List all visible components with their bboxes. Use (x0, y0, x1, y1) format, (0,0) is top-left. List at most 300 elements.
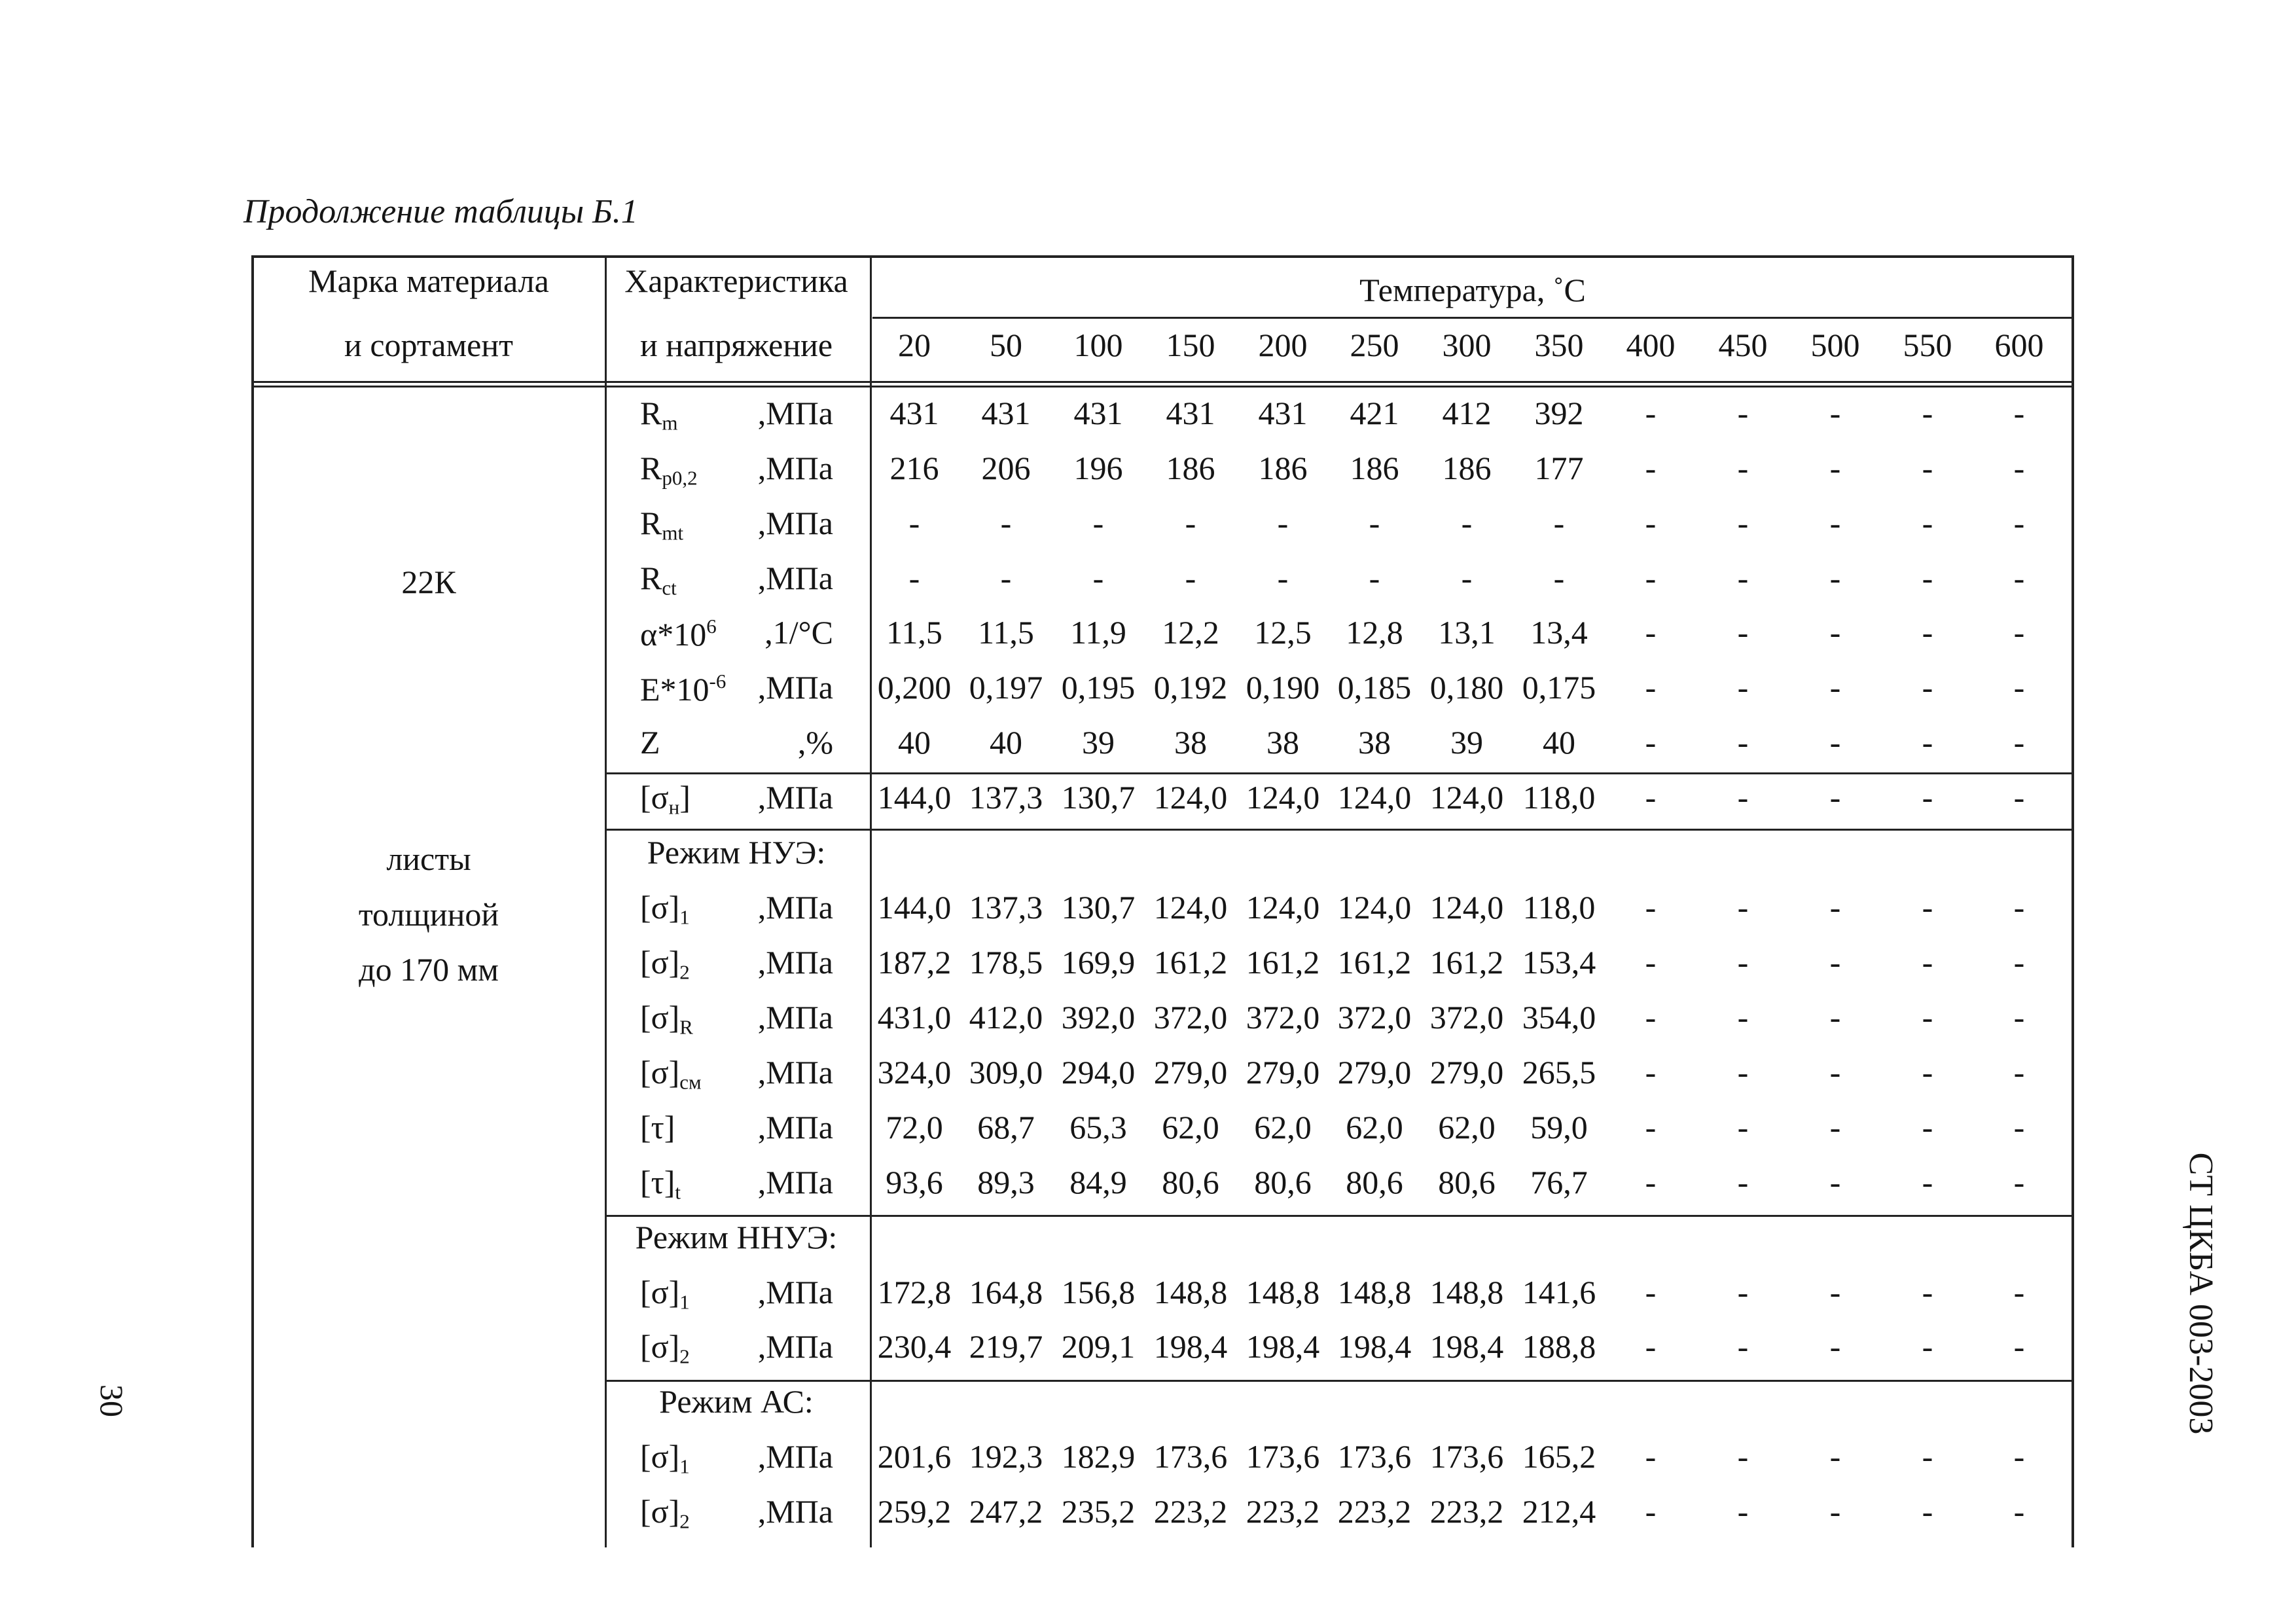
table-cell: - (1645, 999, 1657, 1036)
table-cell: 372,0 (1337, 999, 1412, 1036)
table-cell: 196 (1073, 450, 1123, 486)
temperature-header-cell: 550 (1903, 327, 1952, 363)
document-identifier: СТ ЦКБА 003-2003 (2182, 1152, 2219, 1435)
table-cell: 124,0 (1429, 779, 1504, 816)
row-symbol-subscript: R (679, 1015, 693, 1039)
table-cell: - (1645, 669, 1657, 706)
table-cell: 76,7 (1530, 1164, 1588, 1200)
table-cell: - (1737, 1328, 1749, 1365)
table-cell: - (1645, 614, 1657, 651)
table-cell: - (1829, 1164, 1841, 1200)
table-cell: - (1829, 560, 1841, 596)
row-unit: ,МПа (757, 505, 833, 541)
table-cell: 177 (1534, 450, 1584, 486)
table-cell: - (1737, 779, 1749, 816)
table-cell: - (1737, 669, 1749, 706)
row-divider-nue-top (605, 829, 2073, 831)
header-temperature-title: Температура, ˚С (1359, 272, 1586, 308)
table-cell: 165,2 (1522, 1438, 1596, 1475)
table-cell: - (2013, 999, 2025, 1036)
table-cell: 148,8 (1337, 1274, 1412, 1310)
table-cell: - (1829, 1493, 1841, 1530)
table-cell: 173,6 (1429, 1438, 1504, 1475)
table-cell: 431 (889, 395, 939, 431)
table-cell: 372,0 (1153, 999, 1228, 1036)
temperature-header-cell: 200 (1258, 327, 1308, 363)
table-cell: 62,0 (1162, 1109, 1219, 1146)
header-material-line1: Марка материала (308, 262, 549, 299)
table-cell: 223,2 (1429, 1493, 1504, 1530)
material-form-line2: толщиной (358, 896, 499, 933)
table-cell: 153,4 (1522, 944, 1596, 981)
row-unit: ,МПа (757, 779, 833, 816)
table-cell: - (2013, 1164, 2025, 1200)
table-cell: 38 (1266, 724, 1299, 761)
row-symbol (640, 1330, 690, 1367)
table-cell: - (1829, 450, 1841, 486)
table-cell: - (1645, 450, 1657, 486)
table-cell: - (1645, 889, 1657, 926)
table-cell: 209,1 (1061, 1328, 1136, 1365)
table-cell: 431 (1258, 395, 1308, 431)
temperature-header-cell: 450 (1718, 327, 1768, 363)
table-cell: 324,0 (877, 1054, 952, 1091)
table-cell: 186 (1166, 450, 1215, 486)
table-cell: 118,0 (1522, 889, 1596, 926)
table-cell: 309,0 (969, 1054, 1043, 1091)
table-cell: 412 (1442, 395, 1492, 431)
table-cell: 124,0 (1246, 889, 1320, 926)
table-cell: - (2013, 1109, 2025, 1146)
table-cell: 0,180 (1429, 669, 1504, 706)
table-cell: 38 (1174, 724, 1207, 761)
row-unit: ,МПа (757, 1054, 833, 1091)
row-symbol (640, 616, 717, 651)
material-form-line3: до 170 мм (359, 951, 499, 988)
table-cell: - (2013, 669, 2025, 706)
material-form-line1: листы (386, 840, 471, 877)
table-cell: - (1922, 505, 1933, 541)
table-right-border (2072, 255, 2074, 1547)
table-cell: - (1829, 779, 1841, 816)
table-left-border (251, 255, 254, 1547)
table-cell: 130,7 (1061, 779, 1136, 816)
temperature-header-cell: 150 (1166, 327, 1215, 363)
table-cell: 161,2 (1337, 944, 1412, 981)
table-cell: 198,4 (1246, 1328, 1320, 1365)
table-cell: 148,8 (1246, 1274, 1320, 1310)
table-cell: 38 (1358, 724, 1391, 761)
table-cell: - (1922, 1493, 1933, 1530)
table-cell: 80,6 (1438, 1164, 1496, 1200)
table-cell: - (1922, 614, 1933, 651)
table-cell: 156,8 (1061, 1274, 1136, 1310)
row-symbol (640, 452, 698, 488)
table-cell: 124,0 (1246, 779, 1320, 816)
table-cell: 279,0 (1246, 1054, 1320, 1091)
row-symbol (640, 946, 690, 983)
table-cell: - (1829, 1274, 1841, 1310)
table-cell: 186 (1350, 450, 1399, 486)
table-cell: - (2013, 1054, 2025, 1091)
table-cell: - (2013, 1328, 2025, 1365)
table-cell: - (1645, 1164, 1657, 1200)
table-cell: - (2013, 560, 2025, 596)
row-symbol-subscript: mt (662, 521, 684, 545)
table-cell: - (1645, 1054, 1657, 1091)
row-symbol-subscript: 2 (679, 1509, 690, 1533)
table-cell: 192,3 (969, 1438, 1043, 1475)
table-cell: 0,195 (1061, 669, 1136, 706)
table-cell: - (1922, 1164, 1933, 1200)
table-cell: - (1922, 669, 1933, 706)
table-cell: 173,6 (1246, 1438, 1320, 1475)
table-cell: - (1922, 889, 1933, 926)
table-cell: - (2013, 779, 2025, 816)
table-cell: - (1829, 724, 1841, 761)
row-divider-sigma-n-top (605, 772, 2073, 774)
row-symbol-base: [σ] (640, 999, 680, 1036)
table-cell: - (1829, 1054, 1841, 1091)
table-cell: 431 (1166, 395, 1215, 431)
table-cell: 124,0 (1429, 889, 1504, 926)
table-cell: - (1737, 1054, 1749, 1091)
table-cell: 84,9 (1069, 1164, 1127, 1200)
table-cell: 0,197 (969, 669, 1043, 706)
row-symbol (640, 1111, 675, 1144)
table-cell: - (2013, 614, 2025, 651)
table-cell: - (2013, 505, 2025, 541)
table-cell: 0,190 (1246, 669, 1320, 706)
table-cell: - (1829, 1438, 1841, 1475)
row-symbol (640, 562, 677, 598)
table-cell: 164,8 (969, 1274, 1043, 1310)
table-cell: 186 (1258, 450, 1308, 486)
mode-heading: Режим НУЭ: (647, 834, 826, 871)
row-symbol (640, 781, 691, 818)
row-symbol-base: E*10 (640, 671, 709, 708)
table-cell: - (1645, 944, 1657, 981)
table-cell: - (1645, 1109, 1657, 1146)
table-cell: 62,0 (1438, 1109, 1496, 1146)
temperature-header-cell: 600 (1994, 327, 2044, 363)
table-cell: 0,192 (1153, 669, 1228, 706)
row-symbol-subscript: m (662, 411, 678, 435)
table-cell: - (1829, 889, 1841, 926)
table-cell: 259,2 (877, 1493, 952, 1530)
temperature-header-cell: 20 (898, 327, 931, 363)
table-cell: 93,6 (886, 1164, 943, 1200)
table-cell: - (1737, 560, 1749, 596)
table-cell: 148,8 (1153, 1274, 1228, 1310)
row-symbol-subscript: н (668, 795, 680, 819)
table-cell: 182,9 (1061, 1438, 1136, 1475)
table-cell: 372,0 (1246, 999, 1320, 1036)
row-symbol-superscript: 6 (706, 615, 717, 638)
table-cell: 65,3 (1069, 1109, 1127, 1146)
table-cell: 421 (1350, 395, 1399, 431)
table-cell: 223,2 (1337, 1493, 1412, 1530)
row-symbol-base: α*10 (640, 616, 707, 653)
row-symbol-base: [σ] (640, 1493, 680, 1530)
table-cell: - (1737, 1109, 1749, 1146)
row-symbol-base: [σ] (640, 1054, 680, 1091)
table-cell: 265,5 (1522, 1054, 1596, 1091)
table-cell: 235,2 (1061, 1493, 1136, 1530)
table-cell: 40 (1543, 724, 1575, 761)
table-cell: - (1461, 505, 1473, 541)
row-symbol (640, 397, 677, 433)
row-symbol-base: [σ (640, 779, 669, 816)
table-cell: 12,2 (1162, 614, 1219, 651)
row-symbol (640, 726, 660, 759)
row-unit: ,МПа (757, 560, 833, 596)
row-symbol (640, 891, 690, 928)
table-cell: - (1737, 505, 1749, 541)
table-cell: - (1737, 944, 1749, 981)
row-symbol (640, 1001, 693, 1038)
row-symbol-base: Z (640, 724, 660, 761)
table-cell: - (1922, 779, 1933, 816)
table-cell: 11,5 (978, 614, 1034, 651)
table-cell: - (1829, 944, 1841, 981)
table-cell: 372,0 (1429, 999, 1504, 1036)
row-symbol-base: [σ] (640, 889, 680, 926)
header-characteristic-line1: Характеристика (624, 262, 848, 299)
table-cell: 144,0 (877, 889, 952, 926)
table-cell: - (2013, 944, 2025, 981)
table-caption: Продолжение таблицы Б.1 (243, 193, 638, 230)
row-symbol-base: R (640, 560, 662, 596)
table-cell: - (1737, 1164, 1749, 1200)
temperature-header-cell: 350 (1534, 327, 1584, 363)
table-cell: - (1645, 560, 1657, 596)
table-cell: - (1553, 505, 1565, 541)
table-cell: - (1277, 560, 1289, 596)
table-cell: 279,0 (1153, 1054, 1228, 1091)
table-cell: 124,0 (1153, 779, 1228, 816)
table-cell: - (1737, 1438, 1749, 1475)
row-symbol-base: R (640, 505, 662, 541)
row-unit: ,МПа (757, 669, 833, 706)
temperature-header-divider (872, 317, 2073, 319)
temperature-header-cell: 300 (1442, 327, 1492, 363)
table-cell: 12,8 (1346, 614, 1403, 651)
table-cell: 80,6 (1162, 1164, 1219, 1200)
table-cell: 0,175 (1522, 669, 1596, 706)
row-symbol (640, 1056, 702, 1092)
table-cell: - (1000, 505, 1012, 541)
table-cell: 178,5 (969, 944, 1043, 981)
table-cell: - (1922, 560, 1933, 596)
table-cell: 161,2 (1429, 944, 1504, 981)
table-cell: - (1737, 614, 1749, 651)
row-symbol (640, 507, 683, 543)
table-cell: - (1829, 505, 1841, 541)
row-unit: ,МПа (757, 1438, 833, 1475)
table-cell: - (1369, 560, 1380, 596)
row-unit: ,% (797, 724, 833, 761)
table-cell: 118,0 (1522, 779, 1596, 816)
row-unit: ,МПа (757, 999, 833, 1036)
table-cell: 11,9 (1070, 614, 1126, 651)
table-cell: - (908, 505, 920, 541)
temperature-header-cell: 250 (1350, 327, 1399, 363)
table-cell: - (1737, 999, 1749, 1036)
table-cell: - (1737, 450, 1749, 486)
table-cell: - (1645, 1328, 1657, 1365)
table-cell: - (2013, 1274, 2025, 1310)
table-cell: - (1922, 1438, 1933, 1475)
row-unit: ,МПа (757, 1164, 833, 1200)
row-symbol (640, 1440, 690, 1477)
header-characteristic-line2: и напряжение (639, 327, 833, 363)
row-unit: ,МПа (757, 889, 833, 926)
table-cell: - (1922, 1328, 1933, 1365)
row-divider-nnue-top (605, 1215, 2073, 1217)
table-cell: 223,2 (1153, 1493, 1228, 1530)
table-cell: 137,3 (969, 889, 1043, 926)
table-cell: - (1829, 1109, 1841, 1146)
table-cell: 198,4 (1337, 1328, 1412, 1365)
table-cell: - (2013, 450, 2025, 486)
row-symbol-subscript: t (675, 1180, 681, 1204)
temperature-header-cell: 50 (990, 327, 1022, 363)
table-cell: - (1645, 1438, 1657, 1475)
table-cell: 431 (1073, 395, 1123, 431)
header-rule-upper (251, 381, 2073, 383)
table-cell: - (2013, 395, 2025, 431)
row-symbol-subscript: см (679, 1070, 702, 1094)
table-cell: - (1922, 944, 1933, 981)
row-symbol-base: [σ] (640, 944, 680, 981)
table-cell: - (1829, 395, 1841, 431)
table-cell: - (1645, 779, 1657, 816)
row-symbol-base: [τ] (640, 1164, 675, 1200)
table-cell: 13,4 (1530, 614, 1588, 651)
table-cell: - (1737, 724, 1749, 761)
row-symbol (640, 1276, 690, 1312)
table-cell: 13,1 (1438, 614, 1496, 651)
table-cell: - (1737, 395, 1749, 431)
table-cell: 354,0 (1522, 999, 1596, 1036)
column-divider-characteristic (870, 255, 872, 1547)
row-symbol-subscript: 1 (679, 1454, 690, 1478)
table-cell: 62,0 (1254, 1109, 1312, 1146)
row-symbol (640, 1166, 681, 1202)
table-cell: 412,0 (969, 999, 1043, 1036)
table-cell: - (1369, 505, 1380, 541)
table-cell: 216 (889, 450, 939, 486)
table-cell: 144,0 (877, 779, 952, 816)
table-cell: 431 (981, 395, 1031, 431)
temperature-header-cell: 500 (1810, 327, 1860, 363)
table-cell: - (1553, 560, 1565, 596)
row-symbol-subscript: ct (662, 576, 677, 600)
table-cell: - (1737, 1493, 1749, 1530)
table-cell: - (1645, 724, 1657, 761)
table-cell: - (908, 560, 920, 596)
table-cell: 11,5 (886, 614, 942, 651)
table-cell: - (1185, 560, 1196, 596)
table-cell: 212,4 (1522, 1493, 1596, 1530)
table-cell: 39 (1082, 724, 1115, 761)
table-cell: 161,2 (1153, 944, 1228, 981)
row-unit: ,МПа (757, 1328, 833, 1365)
page-number: 30 (94, 1384, 130, 1417)
row-symbol-base: [τ] (640, 1109, 675, 1146)
table-cell: 198,4 (1429, 1328, 1504, 1365)
table-cell: - (1092, 560, 1104, 596)
table-top-border (251, 255, 2073, 258)
table-cell: 124,0 (1337, 779, 1412, 816)
table-cell: 173,6 (1337, 1438, 1412, 1475)
table-cell: 201,6 (877, 1438, 952, 1475)
row-symbol-bracket: ] (679, 779, 691, 816)
table-cell: 59,0 (1530, 1109, 1588, 1146)
table-cell: - (1737, 889, 1749, 926)
table-cell: 0,185 (1337, 669, 1412, 706)
table-cell: - (1185, 505, 1196, 541)
row-unit: ,МПа (757, 1109, 833, 1146)
temperature-header-cell: 400 (1626, 327, 1676, 363)
table-cell: 130,7 (1061, 889, 1136, 926)
row-symbol (640, 1495, 690, 1532)
mode-heading: Режим ННУЭ: (635, 1219, 838, 1255)
table-cell: 230,4 (877, 1328, 952, 1365)
table-cell: 137,3 (969, 779, 1043, 816)
row-unit: ,МПа (757, 395, 833, 431)
table-cell: - (1737, 1274, 1749, 1310)
table-cell: - (1092, 505, 1104, 541)
table-cell: - (1829, 669, 1841, 706)
table-cell: 40 (990, 724, 1022, 761)
table-cell: - (1829, 999, 1841, 1036)
table-cell: - (1922, 1274, 1933, 1310)
row-symbol-base: R (640, 450, 662, 486)
header-material-line2: и сортамент (344, 327, 513, 363)
table-cell: - (1645, 1274, 1657, 1310)
table-cell: - (1645, 1493, 1657, 1530)
table-cell: 148,8 (1429, 1274, 1504, 1310)
table-cell: - (2013, 1493, 2025, 1530)
table-cell: 124,0 (1337, 889, 1412, 926)
table-cell: - (1461, 560, 1473, 596)
table-cell: 198,4 (1153, 1328, 1228, 1365)
table-cell: - (1922, 999, 1933, 1036)
table-cell: - (1645, 395, 1657, 431)
table-cell: 124,0 (1153, 889, 1228, 926)
header-rule-lower (251, 386, 2073, 388)
table-cell: 40 (898, 724, 931, 761)
table-cell: 392 (1534, 395, 1584, 431)
table-cell: 161,2 (1246, 944, 1320, 981)
table-cell: 141,6 (1522, 1274, 1596, 1310)
table-cell: 173,6 (1153, 1438, 1228, 1475)
table-cell: - (1645, 505, 1657, 541)
row-symbol-base: [σ] (640, 1274, 680, 1310)
mode-heading: Режим АС: (659, 1383, 814, 1420)
table-cell: 172,8 (877, 1274, 952, 1310)
column-divider-material (605, 255, 607, 1547)
table-cell: - (1829, 1328, 1841, 1365)
table-cell: - (1277, 505, 1289, 541)
table-cell: - (2013, 1438, 2025, 1475)
table-cell: - (2013, 889, 2025, 926)
table-cell: - (1922, 1109, 1933, 1146)
row-unit: ,МПа (757, 1274, 833, 1310)
row-unit: ,МПа (757, 450, 833, 486)
